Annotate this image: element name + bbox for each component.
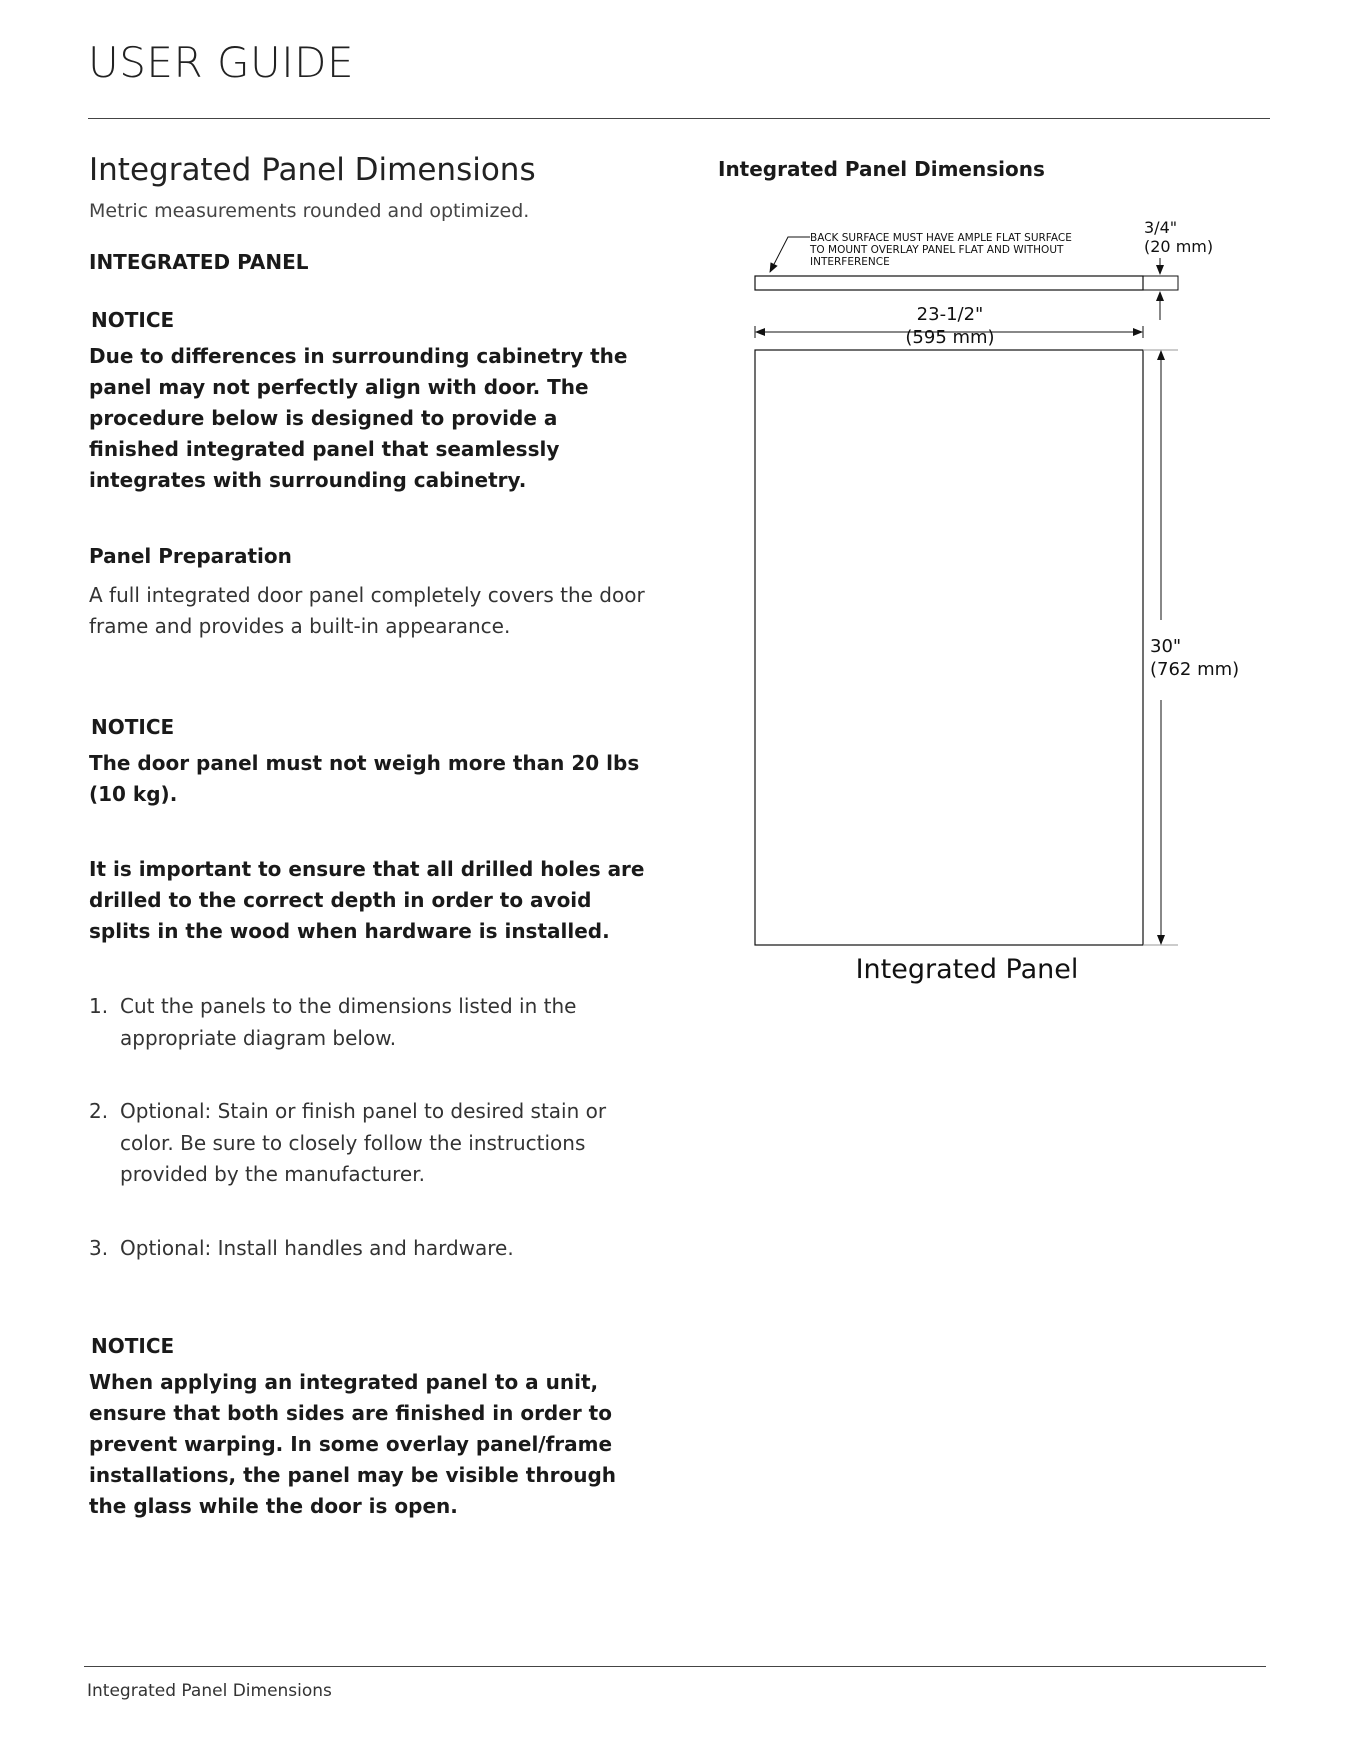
- step-number: 1.: [89, 994, 109, 1018]
- panel-preparation-heading: Panel Preparation: [89, 544, 292, 568]
- section-title: Integrated Panel Dimensions: [89, 152, 536, 188]
- list-item: [89, 1233, 649, 1265]
- integrated-panel-label: INTEGRATED PANEL: [89, 250, 309, 274]
- notice-label-1: NOTICE: [91, 308, 175, 332]
- width-in-label: 23-1/2": [916, 304, 984, 325]
- notice-body-2b: It is important to ensure that all drilled holes are drilled to the correct depth in order to avoid splits in the wood when hardware is installed.: [89, 857, 645, 943]
- list-item: [89, 991, 649, 1054]
- page-header-title: USER GUIDE: [88, 38, 355, 87]
- notice-body-3: When applying an integrated panel to a unit, ensure that both sides are finished in order to prevent warping. In some overlay panel/frame installations, the panel may be visible through the glass while the door is open.: [89, 1370, 616, 1518]
- notice-label-3: NOTICE: [91, 1334, 175, 1358]
- width-mm-label: (595 mm): [905, 327, 995, 348]
- step-text: Optional: Stain or finish panel to desired stain or color. Be sure to closely follow the instructions provided by the manufacturer.: [120, 1099, 607, 1186]
- panel-edge-strip: [755, 276, 1143, 290]
- section-subtitle: Metric measurements rounded and optimized.: [89, 200, 530, 222]
- left-column: [89, 152, 649, 1522]
- thickness-side-box: [1143, 276, 1178, 290]
- step-text: Optional: Install handles and hardware.: [120, 1235, 514, 1260]
- header-rule: [88, 118, 1270, 119]
- diagram-title: Integrated Panel Dimensions: [718, 157, 1045, 181]
- list-item: [89, 1096, 649, 1191]
- height-mm-label: (762 mm): [1150, 659, 1240, 680]
- thickness-mm-label: (20 mm): [1144, 237, 1214, 256]
- diagram-caption: Integrated Panel: [855, 954, 1079, 985]
- notice-label-2: NOTICE: [91, 715, 175, 739]
- step-number: 3.: [89, 1235, 109, 1260]
- notice-body-1: Due to differences in surrounding cabinetry the panel may not perfectly align with door. The procedure below is designed to provide a finished integrated panel that seamlessly integrates with surrounding cabinetry.: [89, 344, 628, 492]
- notice-body-2a: The door panel must not weigh more than 20 lbs (10 kg).: [89, 751, 640, 806]
- panel-preparation-body: A full integrated door panel completely covers the door frame and provides a built-in appearance.: [89, 583, 645, 638]
- step-number: 2.: [89, 1099, 109, 1123]
- steps-list: [89, 991, 649, 1264]
- footer-rule: [84, 1666, 1266, 1667]
- callout-text-line1: BACK SURFACE MUST HAVE AMPLE FLAT SURFACE: [810, 232, 1072, 244]
- thickness-in-label: 3/4": [1144, 218, 1178, 237]
- step-text: Cut the panels to the dimensions listed in the appropriate diagram below.: [120, 994, 577, 1050]
- panel-dimension-diagram: [740, 210, 1260, 990]
- height-in-label: 30": [1150, 636, 1182, 657]
- callout-leader: [770, 237, 810, 272]
- callout-text-line2: TO MOUNT OVERLAY PANEL FLAT AND WITHOUT: [810, 244, 1064, 256]
- callout-text-line3: INTERFERENCE: [810, 256, 890, 268]
- panel-rectangle: [755, 350, 1143, 945]
- footer-text: Integrated Panel Dimensions: [87, 1681, 332, 1701]
